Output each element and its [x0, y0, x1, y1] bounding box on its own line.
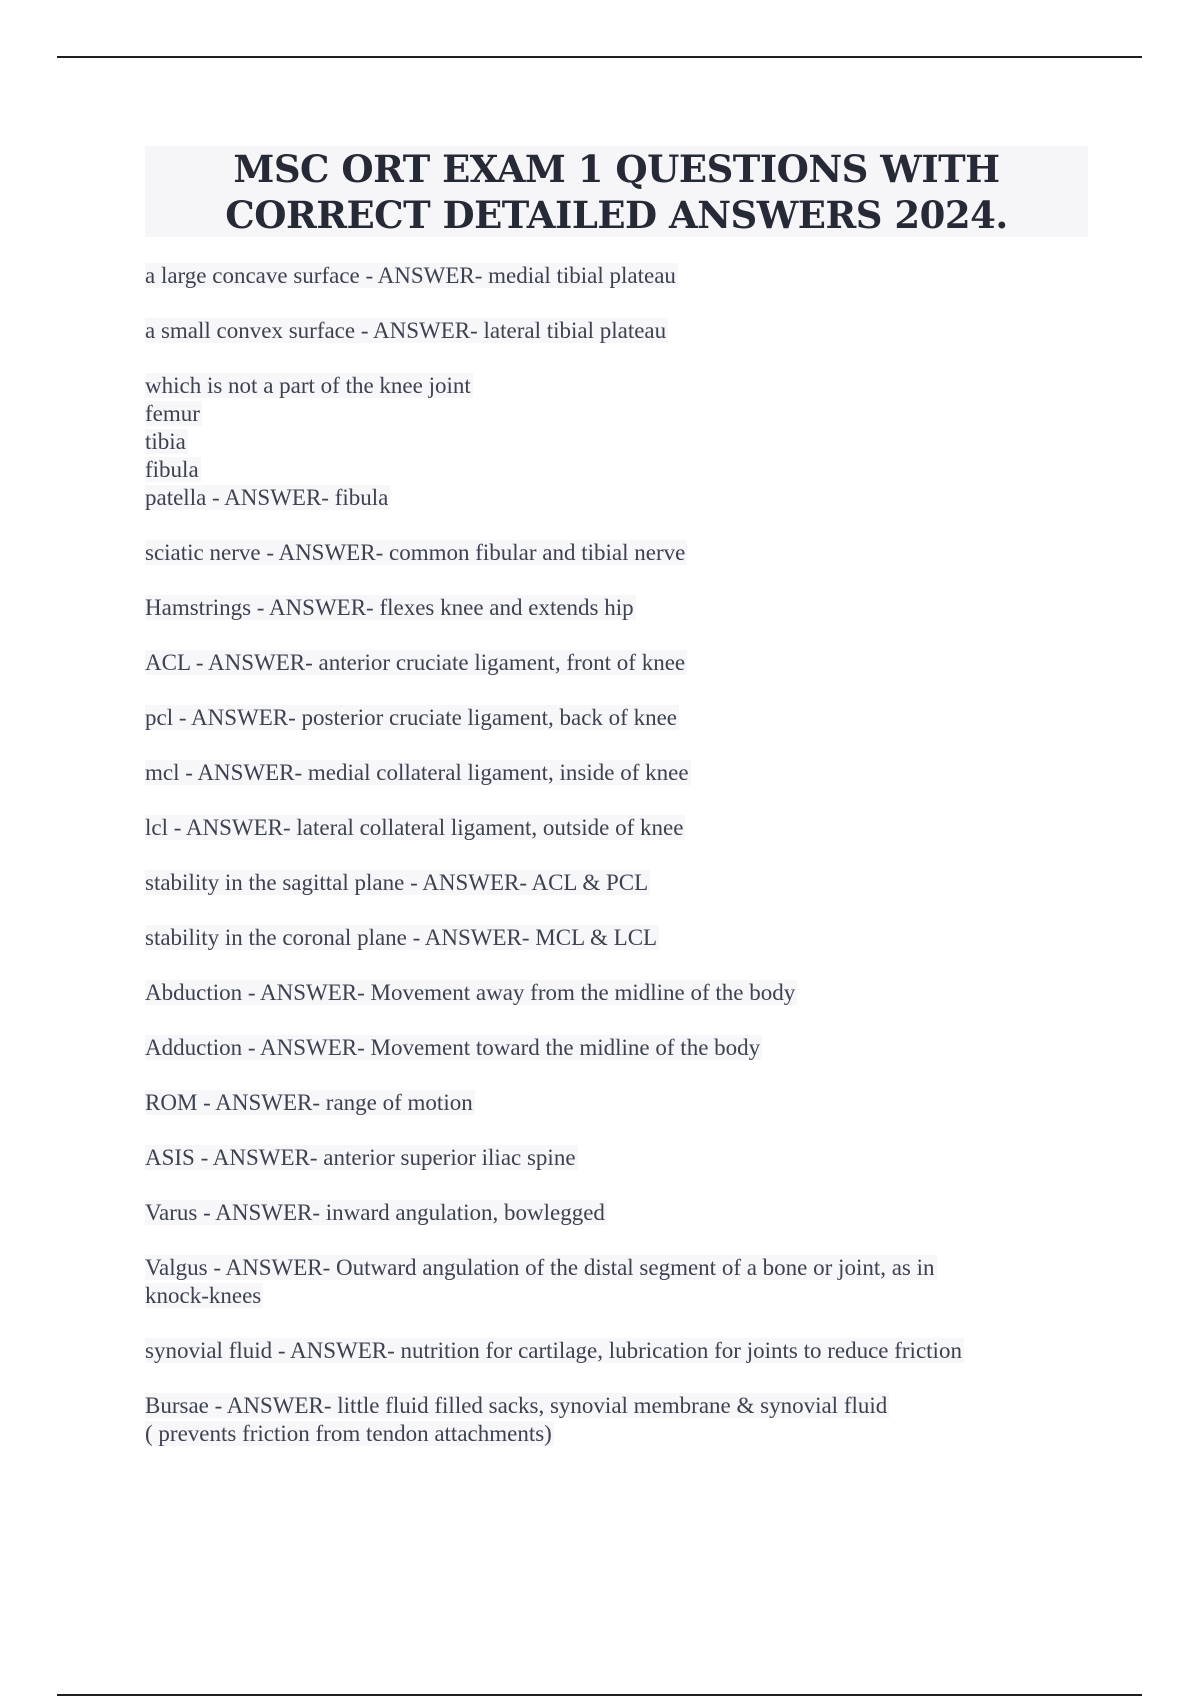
qa-line: [145, 704, 1095, 732]
qa-item: [145, 869, 1095, 897]
qa-line: [145, 400, 1095, 428]
qa-line: [145, 372, 1095, 400]
qa-text: Hamstrings - ANSWER- flexes knee and extends hip: [145, 595, 634, 620]
qa-line: [145, 1144, 1095, 1172]
qa-text: lcl - ANSWER- lateral collateral ligament, outside of knee: [145, 815, 684, 840]
qa-text: ( prevents friction from tendon attachments): [145, 1421, 552, 1446]
qa-item: [145, 1034, 1095, 1062]
qa-item: [145, 924, 1095, 952]
qa-text: ACL - ANSWER- anterior cruciate ligament, front of knee: [145, 650, 686, 675]
qa-line: [145, 649, 1095, 677]
qa-line: [145, 484, 1095, 512]
qa-line: [145, 869, 1095, 897]
document-title: [145, 146, 1088, 237]
qa-item: [145, 814, 1095, 842]
qa-item: [145, 1337, 1095, 1365]
qa-item: [145, 1254, 1095, 1310]
bottom-rule: [57, 1694, 1142, 1696]
qa-text: pcl - ANSWER- posterior cruciate ligament, back of knee: [145, 705, 678, 730]
qa-text: tibia: [145, 429, 186, 454]
qa-line: [145, 1392, 1095, 1420]
qa-line: [145, 1089, 1095, 1117]
qa-line: [145, 456, 1095, 484]
qa-line: [145, 317, 1095, 345]
qa-text: a small convex surface - ANSWER- lateral tibial plateau: [145, 318, 667, 343]
qa-line: [145, 1199, 1095, 1227]
qa-line: [145, 979, 1095, 1007]
qa-text: Adduction - ANSWER- Movement toward the midline of the body: [145, 1035, 761, 1060]
qa-item: [145, 1392, 1095, 1448]
title-line-1: MSC ORT EXAM 1 QUESTIONS WITH: [233, 146, 1000, 191]
qa-text: fibula: [145, 457, 199, 482]
qa-item: [145, 1089, 1095, 1117]
qa-line: [145, 262, 1095, 290]
qa-line: [145, 1420, 1095, 1448]
qa-item: [145, 317, 1095, 345]
qa-text: stability in the coronal plane - ANSWER- MCL & LCL: [145, 925, 658, 950]
qa-line: [145, 539, 1095, 567]
qa-text: a large concave surface - ANSWER- medial tibial plateau: [145, 263, 676, 288]
qa-line: [145, 1254, 1095, 1282]
qa-line: [145, 428, 1095, 456]
qa-text: Varus - ANSWER- inward angulation, bowlegged: [145, 1200, 605, 1225]
qa-line: [145, 924, 1095, 952]
qa-line: [145, 1337, 1095, 1365]
qa-text: ASIS - ANSWER- anterior superior iliac spine: [145, 1145, 576, 1170]
qa-item: [145, 979, 1095, 1007]
qa-text: sciatic nerve - ANSWER- common fibular and tibial nerve: [145, 540, 686, 565]
qa-line: [145, 1282, 1095, 1310]
qa-text: synovial fluid - ANSWER- nutrition for cartilage, lubrication for joints to reduce friction: [145, 1338, 962, 1363]
qa-item: [145, 1144, 1095, 1172]
qa-item: [145, 1199, 1095, 1227]
qa-list: [145, 262, 1095, 1475]
qa-text: mcl - ANSWER- medial collateral ligament, inside of knee: [145, 760, 689, 785]
qa-text: Valgus - ANSWER- Outward angulation of the distal segment of a bone or joint, as in: [145, 1255, 935, 1280]
qa-item: [145, 759, 1095, 787]
qa-line: [145, 814, 1095, 842]
qa-item: [145, 704, 1095, 732]
top-rule: [57, 56, 1142, 58]
qa-text: Abduction - ANSWER- Movement away from the midline of the body: [145, 980, 796, 1005]
qa-text: which is not a part of the knee joint: [145, 373, 471, 398]
qa-line: [145, 594, 1095, 622]
qa-item: [145, 262, 1095, 290]
title-line-2: CORRECT DETAILED ANSWERS 2024.: [225, 192, 1008, 237]
qa-text: stability in the sagittal plane - ANSWER- ACL & PCL: [145, 870, 649, 895]
qa-item: [145, 649, 1095, 677]
qa-text: Bursae - ANSWER- little fluid filled sacks, synovial membrane & synovial fluid: [145, 1393, 888, 1418]
qa-text: ROM - ANSWER- range of motion: [145, 1090, 473, 1115]
qa-text: patella - ANSWER- fibula: [145, 485, 389, 510]
qa-line: [145, 759, 1095, 787]
qa-item: [145, 539, 1095, 567]
qa-text: femur: [145, 401, 200, 426]
qa-item: [145, 372, 1095, 512]
qa-line: [145, 1034, 1095, 1062]
qa-text: knock-knees: [145, 1283, 262, 1308]
qa-item: [145, 594, 1095, 622]
